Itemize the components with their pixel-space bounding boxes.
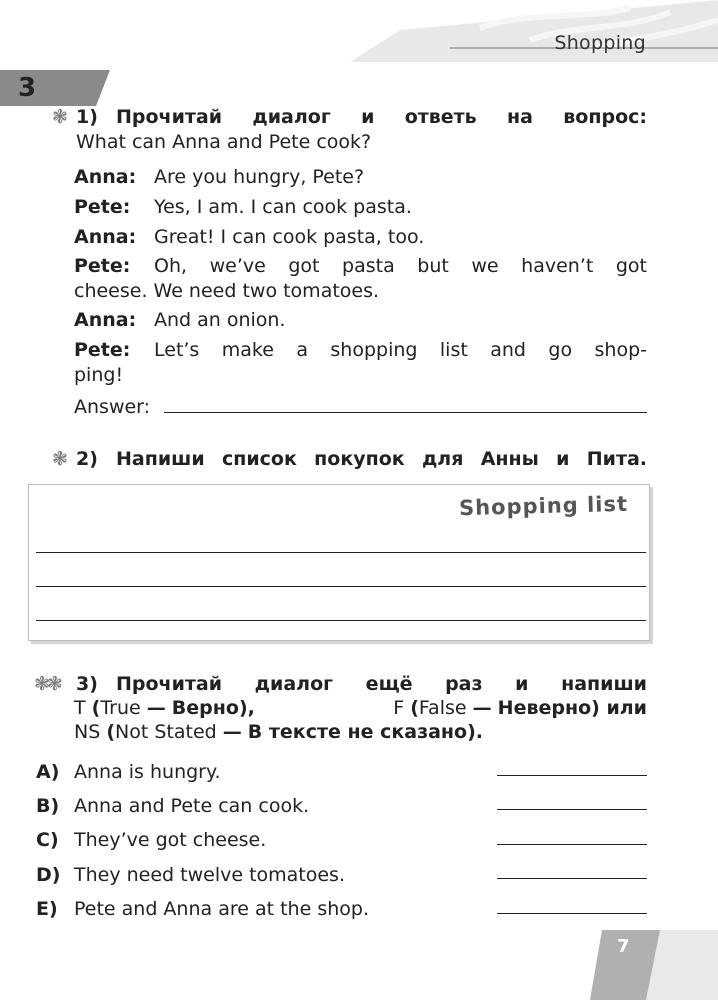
dialogue-line	[74, 309, 647, 333]
statement-answer-line[interactable]	[497, 809, 647, 810]
statement-text: Anna is hungry.	[74, 761, 221, 783]
shopping-list-line[interactable]	[36, 586, 646, 587]
task3-key-line	[74, 697, 647, 719]
task1-number: 1)	[76, 106, 98, 128]
star-icon: ❃	[52, 106, 65, 128]
statement-text: They need twelve tomatoes.	[74, 864, 346, 886]
dialogue-text: Great! I can cook pasta, too.	[154, 226, 425, 248]
dialogue-text: And an onion.	[154, 309, 286, 331]
statement-answer-line[interactable]	[497, 775, 647, 776]
answer-line[interactable]	[164, 412, 647, 413]
page-tab	[590, 930, 718, 1000]
speaker: Pete:	[74, 196, 131, 218]
statement-label: A)	[36, 761, 60, 783]
task2-instruction: Напиши список покупок для Анны и Пита.	[116, 448, 647, 470]
star-icon: ❃	[52, 448, 65, 470]
speaker: Anna:	[74, 226, 137, 248]
dialogue-line	[74, 339, 647, 363]
statement-answer-line[interactable]	[497, 878, 647, 879]
task1-icon	[52, 106, 65, 128]
shopping-list-title: Shopping list	[458, 491, 629, 521]
dialogue-text: Let’s make a shopping list and go shop-	[154, 339, 647, 361]
speaker: Anna:	[74, 166, 137, 188]
task2-number: 2)	[76, 448, 98, 470]
statement-text: Anna and Pete can cook.	[74, 795, 310, 817]
dialogue-line	[74, 166, 647, 190]
statement-text: Pete and Anna are at the shop.	[74, 898, 369, 920]
speaker: Pete:	[74, 255, 131, 277]
section-title: Shopping	[554, 32, 646, 54]
speaker: Anna:	[74, 309, 137, 331]
dialogue-line	[74, 196, 647, 220]
dialogue-line	[74, 226, 647, 250]
statement-answer-line[interactable]	[497, 913, 647, 914]
task2-icon	[52, 448, 65, 470]
statement-answer-line[interactable]	[497, 844, 647, 845]
header-band	[330, 0, 718, 62]
task3-instruction: Прочитай диалог ещё раз и напиши	[116, 673, 647, 695]
unit-tab	[0, 70, 110, 106]
shopping-list-line[interactable]	[36, 620, 646, 621]
task1-instruction: Прочитай диалог и ответь на вопрос:	[116, 106, 647, 128]
dialogue-line	[74, 255, 647, 279]
statement-label: B)	[36, 795, 60, 817]
answer-label: Answer:	[74, 396, 151, 418]
t-option: T (True — Верно),	[74, 697, 255, 719]
dialogue-continuation: cheese. We need two tomatoes.	[74, 280, 380, 302]
dialogue-text: Yes, I am. I can cook pasta.	[154, 196, 412, 218]
dialogue-text: Oh, we’ve got pasta but we haven’t got	[154, 255, 647, 277]
f-option: F (False — Неверно) или	[393, 697, 647, 719]
double-star-icon: ❃❃	[34, 673, 60, 695]
speaker: Pete:	[74, 339, 131, 361]
task1-question: What can Anna and Pete cook?	[76, 131, 372, 153]
task3-number: 3)	[76, 673, 98, 695]
statement-label: D)	[36, 864, 61, 886]
task3-icon	[34, 673, 60, 695]
ns-option: NS (Not Stated — В тексте не сказано).	[74, 721, 484, 743]
statement-label: C)	[36, 829, 59, 851]
unit-number: 3	[18, 73, 37, 103]
statement-text: They’ve got cheese.	[74, 829, 267, 851]
statement-label: E)	[36, 898, 58, 920]
dialogue-continuation: ping!	[74, 364, 124, 386]
page-number: 7	[617, 936, 630, 957]
shopping-list-line[interactable]	[36, 552, 646, 553]
dialogue-text: Are you hungry, Pete?	[154, 166, 365, 188]
